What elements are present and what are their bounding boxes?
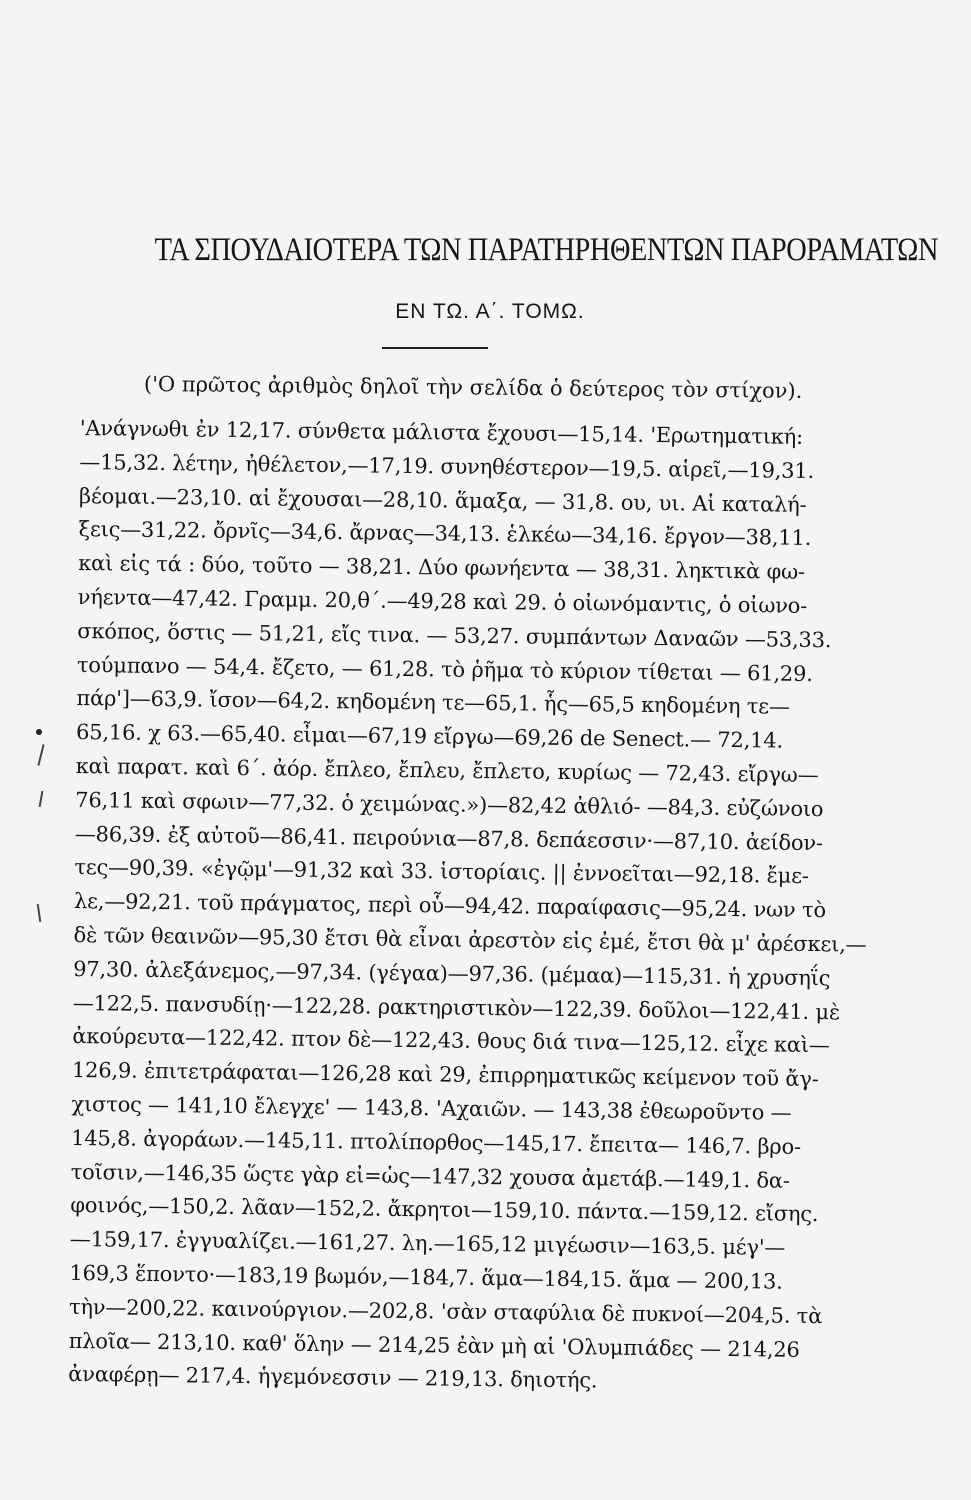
- errata-line: —86,39. ἐξ αὐτοῦ—86,41. πειρούνια—87,8. δεπάεσσιν·—87,10. ἀείδον-: [74, 821, 823, 855]
- errata-line: τὴν—200,22. καινούργιον.—202,8. 'σὰν σταφύλια δὲ πυκνοί—204,5. τὰ: [68, 1294, 823, 1328]
- errata-line: 65,16. χ 63.—65,40. εἶμαι—67,19 εἴργω—69,26 de Senect.— 72,14.: [75, 720, 784, 753]
- errata-line: —159,17. ἐγγυαλίζει.—161,27. λη.—165,12 μιγέωσιν—163,5. μέγ'—: [69, 1227, 786, 1260]
- errata-line: βέομαι.—23,10. αἱ ἔχουσαι—28,10. ἅμαξα, — 31,8. ου, υι. Αἱ καταλή-: [78, 483, 807, 517]
- pencil-tick-mark: [37, 904, 41, 922]
- errata-line: δὲ τῶν θεαινῶν—95,30 ἔτσι θὰ εἶναι ἀρεστὸν εἰς ἐμέ, ἔτσι θὰ μ' ἀρέσκει,—: [73, 922, 867, 957]
- errata-line: 169,3 ἕποντο·—183,19 βωμόν,—184,7. ἅμα—184,15. ἅμα — 200,13.: [69, 1260, 783, 1294]
- errata-line: 126,9. ἐπιτετράφαται—126,28 καὶ 29, ἐπιρρηματικῶς κείμενον τοῦ ἄγ-: [71, 1058, 819, 1092]
- errata-line: νήεντα—47,42. Γραμμ. 20,θ΄.—49,28 καὶ 29. ὁ οἰωνόμαντις, ὁ οἰωνο-: [77, 584, 808, 618]
- errata-line: σκόπος, ὅστις — 51,21, εἴς τινα. — 53,27. συμπάντων Δαναῶν —53,33.: [77, 618, 832, 652]
- page-subtitle: ΕΝ ΤΩ. Α΄. ΤΟΜΩ.: [395, 300, 585, 323]
- errata-line: χιστος — 141,10 ἔλεγχε' — 143,8. 'Αχαιῶν. — 143,38 ἐθεωροῦντο —: [71, 1091, 792, 1125]
- errata-line: 'Ανάγνωθι ἐν 12,17. σύνθετα μάλιστα ἔχουσι—15,14. 'Ερωτηματική:: [79, 415, 804, 449]
- errata-line: λε,—92,21. τοῦ πράγματος, περὶ οὗ—94,42. παραίφασις—95,24. νων τὸ: [73, 889, 827, 923]
- errata-line: καὶ παρατ. καὶ 6΄. ἀόρ. ἔπλεο, ἔπλευ, ἔπλετο, κυρίως — 72,43. εἴργω—: [75, 753, 819, 788]
- errata-line: τοῖσιν,—146,35 ὥςτε γὰρ εἰ=ὡς—147,32 χουσα ἀμετάβ.—149,1. δα-: [70, 1159, 790, 1193]
- page-title: ΤΑ ΣΠΟΥΔΑΙΟΤΕΡΑ ΤΩΝ ΠΑΡΑΤΗΡΗΘΕΝΤΩΝ ΠΑΡΟΡΑΜΑΤΩΝ: [154, 232, 939, 268]
- ink-dot-mark: [36, 729, 42, 735]
- pencil-tick-mark: [37, 744, 44, 766]
- errata-line: φοινός,—150,2. λᾶαν—152,2. ἄκρητοι—159,10. πάντα.—159,12. εἴσης.: [70, 1193, 819, 1227]
- errata-line: ἀκούρευτα—122,42. πτον δὲ—122,43. θους διά τινα—125,12. εἶχε καὶ—: [72, 1024, 830, 1058]
- errata-list: [68, 412, 867, 1401]
- title-divider: [382, 347, 488, 349]
- errata-line: 76,11 καὶ σφωιν—77,32. ὁ χειμώνας.»)—82,42 ἀθλιό- —84,3. εὐζώνοιο: [75, 787, 824, 821]
- errata-line: 145,8. ἀγοράων.—145,11. πτολίπορθος—145,17. ἔπειτα— 146,7. βρο-: [70, 1125, 802, 1159]
- errata-line: —15,32. λέτην, ἠθέλετον,—17,19. συνηθέστερον—19,5. αἱρεῖ,—19,31.: [79, 449, 815, 483]
- errata-line: ξεις—31,22. ὄρνῖς—34,6. ἄρνας—34,13. ἑλκέω—34,16. ἔργον—38,11.: [78, 517, 812, 551]
- errata-line: πλοῖα— 213,10. καθ' ὅλην — 214,25 ἐὰν μὴ αἱ 'Ολυμπιάδες — 214,26: [68, 1328, 800, 1362]
- errata-line: 97,30. ἀλεξάνεμος,—97,34. (γέγαα)—97,36. (μέμαα)—115,31. ἡ χρυσηΐς: [73, 956, 831, 990]
- errata-line: —122,5. πανσυδίῃ·—122,28. ρακτηριστικὸν—122,39. δοῦλοι—122,41. μὲ: [72, 990, 841, 1024]
- errata-line: καὶ εἰς τά : δύο, τοῦτο — 38,21. Δύο φωνήεντα — 38,31. ληκτικὰ φω-: [78, 551, 806, 585]
- errata-line: πάρ']—63,9. ἴσον—64,2. κηδομένη τε—65,1. ἧς—65,5 κηδομένη τε—: [76, 686, 790, 720]
- pencil-tick-mark: [39, 791, 44, 807]
- intro-note: ('Ο πρῶτος ἀριθμὸς δηλοῖ τὴν σελίδα ὁ δεύτερος τὸν στίχον).: [143, 372, 803, 403]
- errata-line: τες—90,39. «ἐγῷμ'—91,32 καὶ 33. ἱστορίαις. || ἐννοεῖται—92,18. ἔμε-: [74, 855, 809, 889]
- errata-line: ἀναφέρῃ— 217,4. ἡγεμόνεσσιν — 219,13. δηιοτής.: [68, 1362, 598, 1393]
- errata-line: τούμπανο — 54,4. ἔζετο, — 61,28. τὸ ῥῆμα τὸ κύριον τίθεται — 61,29.: [76, 652, 813, 686]
